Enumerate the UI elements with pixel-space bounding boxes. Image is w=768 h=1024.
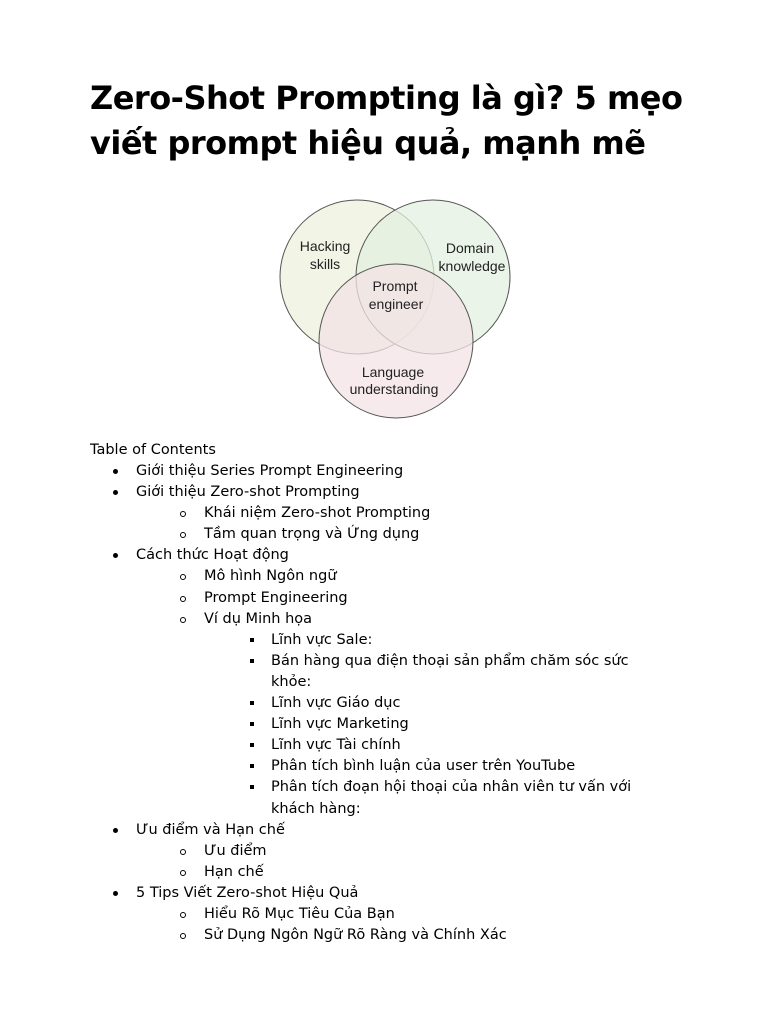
- disc-bullet-icon: [113, 469, 118, 474]
- toc-item[interactable]: [0, 566, 768, 587]
- square-bullet-icon: [250, 743, 254, 747]
- circle-bullet-icon: [180, 933, 186, 939]
- toc-item[interactable]: [0, 461, 768, 482]
- toc-item[interactable]: [0, 904, 768, 925]
- toc-item[interactable]: [0, 925, 768, 946]
- square-bullet-icon: [250, 701, 254, 705]
- toc-item-text: Prompt Engineering: [204, 589, 348, 606]
- circle-bullet-icon: [180, 870, 186, 876]
- toc-item-text: Giới thiệu Zero-shot Prompting: [136, 484, 360, 501]
- disc-bullet-icon: [113, 553, 118, 558]
- circle-bullet-icon: [180, 849, 186, 855]
- circle-bullet-icon: [180, 574, 186, 580]
- toc-item[interactable]: [0, 482, 768, 503]
- toc-item-text: Hạn chế: [204, 863, 264, 880]
- circle-bullet-icon: [180, 532, 186, 538]
- circle-bullet-icon: [180, 596, 186, 602]
- square-bullet-icon: [250, 785, 254, 789]
- toc-item-text: Mô hình Ngôn ngữ: [204, 568, 337, 585]
- toc-item[interactable]: [0, 756, 768, 777]
- venn-label-knowledge: knowledge: [438, 258, 506, 274]
- toc-heading: Table of Contents: [90, 442, 216, 458]
- toc-item-text: Phân tích bình luận của user trên YouTube: [271, 758, 576, 775]
- toc-item[interactable]: [0, 841, 768, 862]
- toc-item-text: Tầm quan trọng và Ứng dụng: [204, 526, 420, 543]
- page-title: Zero-Shot Prompting là gì? 5 mẹo viết prompt hiệu quả, mạnh mẽ: [90, 79, 683, 162]
- disc-bullet-icon: [113, 828, 118, 833]
- circle-bullet-icon: [180, 617, 186, 623]
- venn-label-skills: skills: [309, 256, 341, 272]
- disc-bullet-icon: [113, 490, 118, 495]
- toc-item[interactable]: [0, 545, 768, 566]
- venn-label-hacking: Hacking: [299, 238, 351, 254]
- circle-bullet-icon: [180, 511, 186, 517]
- toc-item-text: Hiểu Rõ Mục Tiêu Của Bạn: [204, 905, 395, 922]
- toc-item[interactable]: [0, 524, 768, 545]
- venn-label-domain: Domain: [445, 240, 495, 256]
- toc-item-text: Phân tích đoạn hội thoại của nhân viên tư vấn với khách hàng:: [271, 779, 632, 817]
- toc-item[interactable]: [0, 630, 768, 651]
- venn-label-engineer: engineer: [368, 296, 424, 312]
- toc-item-text: Ví dụ Minh họa: [204, 610, 313, 627]
- toc-item[interactable]: [0, 609, 768, 630]
- square-bullet-icon: [250, 638, 254, 642]
- toc-item[interactable]: [0, 651, 768, 693]
- toc-item[interactable]: [0, 693, 768, 714]
- venn-label-language: Language: [361, 364, 425, 380]
- circle-bullet-icon: [180, 912, 186, 918]
- toc-item[interactable]: [0, 735, 768, 756]
- toc-item-text: Lĩnh vực Marketing: [271, 716, 409, 733]
- square-bullet-icon: [250, 659, 254, 663]
- square-bullet-icon: [250, 722, 254, 726]
- toc-item-text: Cách thức Hoạt động: [136, 547, 289, 564]
- toc-item[interactable]: [0, 503, 768, 524]
- venn-label-understanding: understanding: [349, 381, 439, 397]
- toc-item[interactable]: [0, 820, 768, 841]
- disc-bullet-icon: [113, 891, 118, 896]
- toc-item-text: Bán hàng qua điện thoại sản phẩm chăm sóc sức khỏe:: [271, 652, 629, 690]
- toc-item[interactable]: [0, 777, 768, 819]
- table-of-contents: [0, 461, 768, 946]
- toc-item-text: Lĩnh vực Giáo dục: [271, 695, 401, 712]
- toc-item[interactable]: [0, 588, 768, 609]
- toc-item-text: Sử Dụng Ngôn Ngữ Rõ Ràng và Chính Xác: [204, 927, 507, 944]
- toc-item-text: Giới thiệu Series Prompt Engineering: [136, 463, 404, 479]
- toc-item-text: Lĩnh vực Tài chính: [271, 737, 401, 754]
- venn-diagram: [250, 190, 540, 430]
- toc-item-text: Khái niệm Zero-shot Prompting: [204, 505, 431, 522]
- venn-label-prompt: Prompt: [372, 278, 418, 294]
- toc-item-text: Lĩnh vực Sale:: [271, 631, 373, 648]
- toc-item[interactable]: [0, 862, 768, 883]
- toc-item[interactable]: [0, 883, 768, 904]
- square-bullet-icon: [250, 764, 254, 768]
- toc-item-text: Ưu điểm: [204, 842, 267, 859]
- toc-item-text: 5 Tips Viết Zero-shot Hiệu Quả: [136, 884, 359, 901]
- toc-item[interactable]: [0, 714, 768, 735]
- toc-item-text: Ưu điểm và Hạn chế: [136, 821, 285, 838]
